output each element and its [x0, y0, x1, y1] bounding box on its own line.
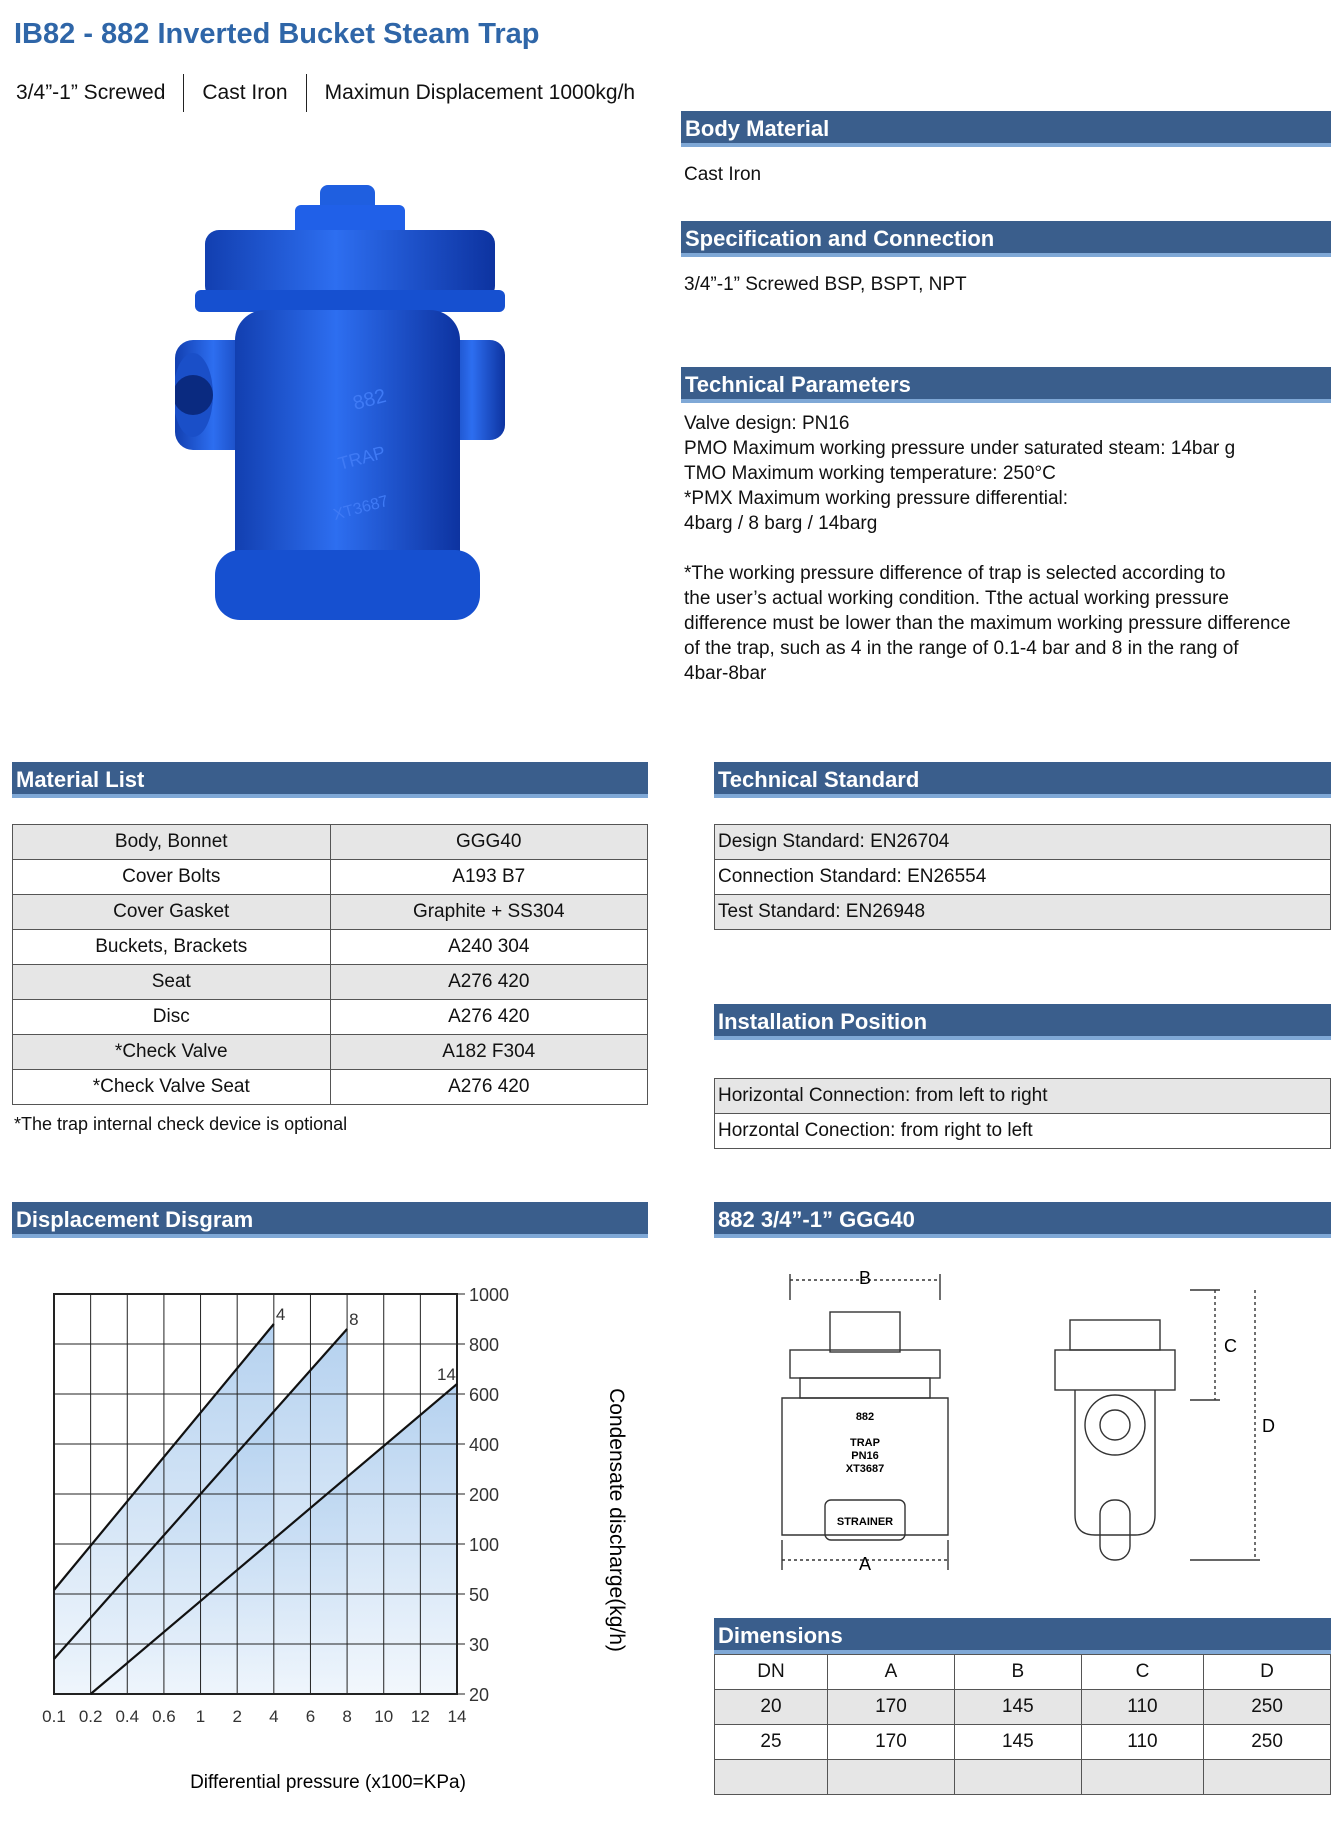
installation-table	[714, 1078, 1331, 1149]
material-cell: A276 420	[330, 1000, 648, 1035]
y-tick-label: 1000	[469, 1285, 510, 1305]
material-note: *The trap internal check device is optional	[14, 1114, 348, 1134]
table-row	[13, 965, 648, 1000]
material-table	[12, 824, 648, 1105]
x-tick-label: 0.2	[78, 1707, 103, 1726]
body-material-header: Body Material	[681, 111, 1331, 147]
material-cell: A240 304	[330, 930, 648, 965]
subtitle-connection: 3/4”-1” Screwed	[16, 81, 166, 104]
col-header: A	[827, 1655, 954, 1690]
note-line: 4bar-8bar	[684, 663, 767, 684]
dim-label-d: D	[1262, 1416, 1275, 1436]
x-tick-label: 4	[269, 1707, 279, 1726]
dim-label-c: C	[1224, 1336, 1237, 1356]
x-tick-label: 12	[410, 1707, 430, 1726]
tech-params-list	[684, 411, 1291, 686]
dim-cell: 110	[1081, 1725, 1203, 1760]
material-cell: A182 F304	[330, 1035, 648, 1070]
dim-cell: 145	[954, 1690, 1081, 1725]
part-cell: *Check Valve	[13, 1035, 331, 1070]
part-cell: Cover Bolts	[13, 860, 331, 895]
y-tick-label: 600	[469, 1385, 500, 1405]
y-tick-label: 200	[469, 1485, 500, 1505]
svg-text:XT3687: XT3687	[331, 492, 391, 524]
dim-cell	[715, 1760, 828, 1795]
dim-cell	[954, 1760, 1081, 1795]
dimensions-table	[714, 1654, 1331, 1795]
dimensions-header: Dimensions	[714, 1618, 1331, 1654]
note-line: the user’s actual working condition. Tthe actual working pressure	[684, 588, 1229, 609]
part-cell: Buckets, Brackets	[13, 930, 331, 965]
dim-label-a: A	[858, 1554, 872, 1570]
y-tick-label: 30	[469, 1635, 490, 1655]
col-header: D	[1204, 1655, 1331, 1690]
col-header: DN	[715, 1655, 828, 1690]
table-row	[715, 860, 1331, 895]
dim-cell: 250	[1204, 1725, 1331, 1760]
part-cell: Disc	[13, 1000, 331, 1035]
param-line: 4barg / 8 barg / 14barg	[684, 513, 878, 534]
installation-cell: Horzontal Conection: from right to left	[715, 1114, 1331, 1149]
standard-table	[714, 824, 1331, 930]
table-row	[13, 825, 648, 860]
table-row	[715, 1114, 1331, 1149]
table-row	[13, 1000, 648, 1035]
drawing-pn: PN16	[851, 1450, 879, 1462]
dim-cell	[1081, 1760, 1203, 1795]
dim-cell: 25	[715, 1725, 828, 1760]
x-tick-label: 1	[195, 1707, 206, 1726]
material-cell: A276 420	[330, 965, 648, 1000]
drawing-model: 882	[855, 1411, 875, 1423]
subtitle-material: Cast Iron	[183, 74, 305, 112]
table-row	[715, 1760, 1331, 1795]
table-row	[715, 895, 1331, 930]
standard-cell: Design Standard: EN26704	[715, 825, 1331, 860]
y-tick-label: 800	[469, 1335, 500, 1355]
svg-text:TRAP: TRAP	[335, 442, 388, 474]
table-header-row	[715, 1655, 1331, 1690]
col-header: B	[954, 1655, 1081, 1690]
tech-params-header: Technical Parameters	[681, 367, 1331, 403]
table-row	[13, 1035, 648, 1070]
param-line: *PMX Maximum working pressure differential:	[684, 488, 1069, 509]
table-row	[13, 930, 648, 965]
table-row	[13, 860, 648, 895]
param-line: Valve design: PN16	[684, 413, 850, 434]
svg-text:882: 882	[350, 384, 389, 415]
standard-cell: Connection Standard: EN26554	[715, 860, 1331, 895]
installation-cell: Horizontal Connection: from left to right	[715, 1079, 1331, 1114]
x-tick-label: 0.6	[152, 1707, 176, 1726]
tech-standard-header: Technical Standard	[714, 762, 1331, 798]
material-cell: Graphite + SS304	[330, 895, 648, 930]
body-material-text: Cast Iron	[684, 164, 762, 185]
dim-cell: 170	[827, 1690, 954, 1725]
series-label-14: 14	[437, 1365, 456, 1384]
dimension-drawing	[770, 1260, 1300, 1570]
dim-cell: 145	[954, 1725, 1081, 1760]
displacement-header: Displacement Disgram	[12, 1202, 648, 1238]
note-line: difference must be lower than the maximum working pressure difference	[684, 613, 1291, 634]
displacement-chart	[0, 1270, 660, 1800]
dim-cell: 250	[1204, 1690, 1331, 1725]
note-line: of the trap, such as 4 in the range of 0.1-4 bar and 8 in the rang of	[684, 638, 1239, 659]
x-tick-label: 0.1	[42, 1707, 66, 1726]
material-cell: A193 B7	[330, 860, 648, 895]
note-line: *The working pressure difference of trap is selected according to	[684, 563, 1226, 584]
drawing-strainer: STRAINER	[836, 1516, 894, 1528]
dim-cell	[827, 1760, 954, 1795]
x-tick-label: 2	[232, 1707, 242, 1726]
table-row	[13, 895, 648, 930]
drawing-trap: TRAP	[850, 1437, 880, 1449]
x-axis-label: Differential pressure (x100=KPa)	[190, 1772, 466, 1793]
subtitle-bar	[14, 74, 653, 112]
dim-cell: 110	[1081, 1690, 1203, 1725]
param-line: PMO Maximum working pressure under saturated steam: 14bar g	[684, 438, 1236, 459]
table-row	[715, 1079, 1331, 1114]
x-tick-label: 8	[342, 1707, 352, 1726]
part-cell: Seat	[13, 965, 331, 1000]
part-cell: *Check Valve Seat	[13, 1070, 331, 1105]
spec-header: Specification and Connection	[681, 221, 1331, 257]
part-cell: Body, Bonnet	[13, 825, 331, 860]
part-cell: Cover Gasket	[13, 895, 331, 930]
material-list-header: Material List	[12, 762, 648, 798]
spec-text: 3/4”-1” Screwed BSP, BSPT, NPT	[684, 274, 967, 295]
x-tick-label: 0.4	[115, 1707, 140, 1726]
y-tick-label: 400	[469, 1435, 500, 1455]
table-row	[715, 1725, 1331, 1760]
drawing-code: XT3687	[845, 1463, 885, 1475]
standard-cell: Test Standard: EN26948	[715, 895, 1331, 930]
dim-cell: 170	[827, 1725, 954, 1760]
dim-cell	[1204, 1760, 1331, 1795]
subtitle-displacement: Maximun Displacement 1000kg/h	[306, 74, 654, 112]
y-tick-label: 50	[469, 1585, 490, 1605]
x-tick-label: 14	[447, 1707, 467, 1726]
material-cell: A276 420	[330, 1070, 648, 1105]
y-tick-label: 20	[469, 1685, 490, 1705]
x-tick-label: 10	[374, 1707, 394, 1726]
y-axis-label: Condensate discharge(kg/h)	[605, 1388, 628, 1652]
x-tick-label: 6	[305, 1707, 316, 1726]
param-line: TMO Maximum working temperature: 250°C	[684, 463, 1056, 484]
page-title: IB82 - 882 Inverted Bucket Steam Trap	[14, 18, 540, 50]
y-tick-label: 100	[469, 1535, 500, 1555]
table-row	[13, 1070, 648, 1105]
dim-cell: 20	[715, 1690, 828, 1725]
col-header: C	[1081, 1655, 1203, 1690]
dim-label-b: B	[858, 1268, 872, 1288]
table-row	[715, 825, 1331, 860]
installation-header: Installation Position	[714, 1004, 1331, 1040]
table-row	[715, 1690, 1331, 1725]
material-cell: GGG40	[330, 825, 648, 860]
series-label-8: 8	[349, 1310, 359, 1329]
steam-trap-product-image	[175, 180, 515, 650]
drawing-header: 882 3/4”-1” GGG40	[714, 1202, 1331, 1238]
series-label-4: 4	[275, 1305, 286, 1324]
